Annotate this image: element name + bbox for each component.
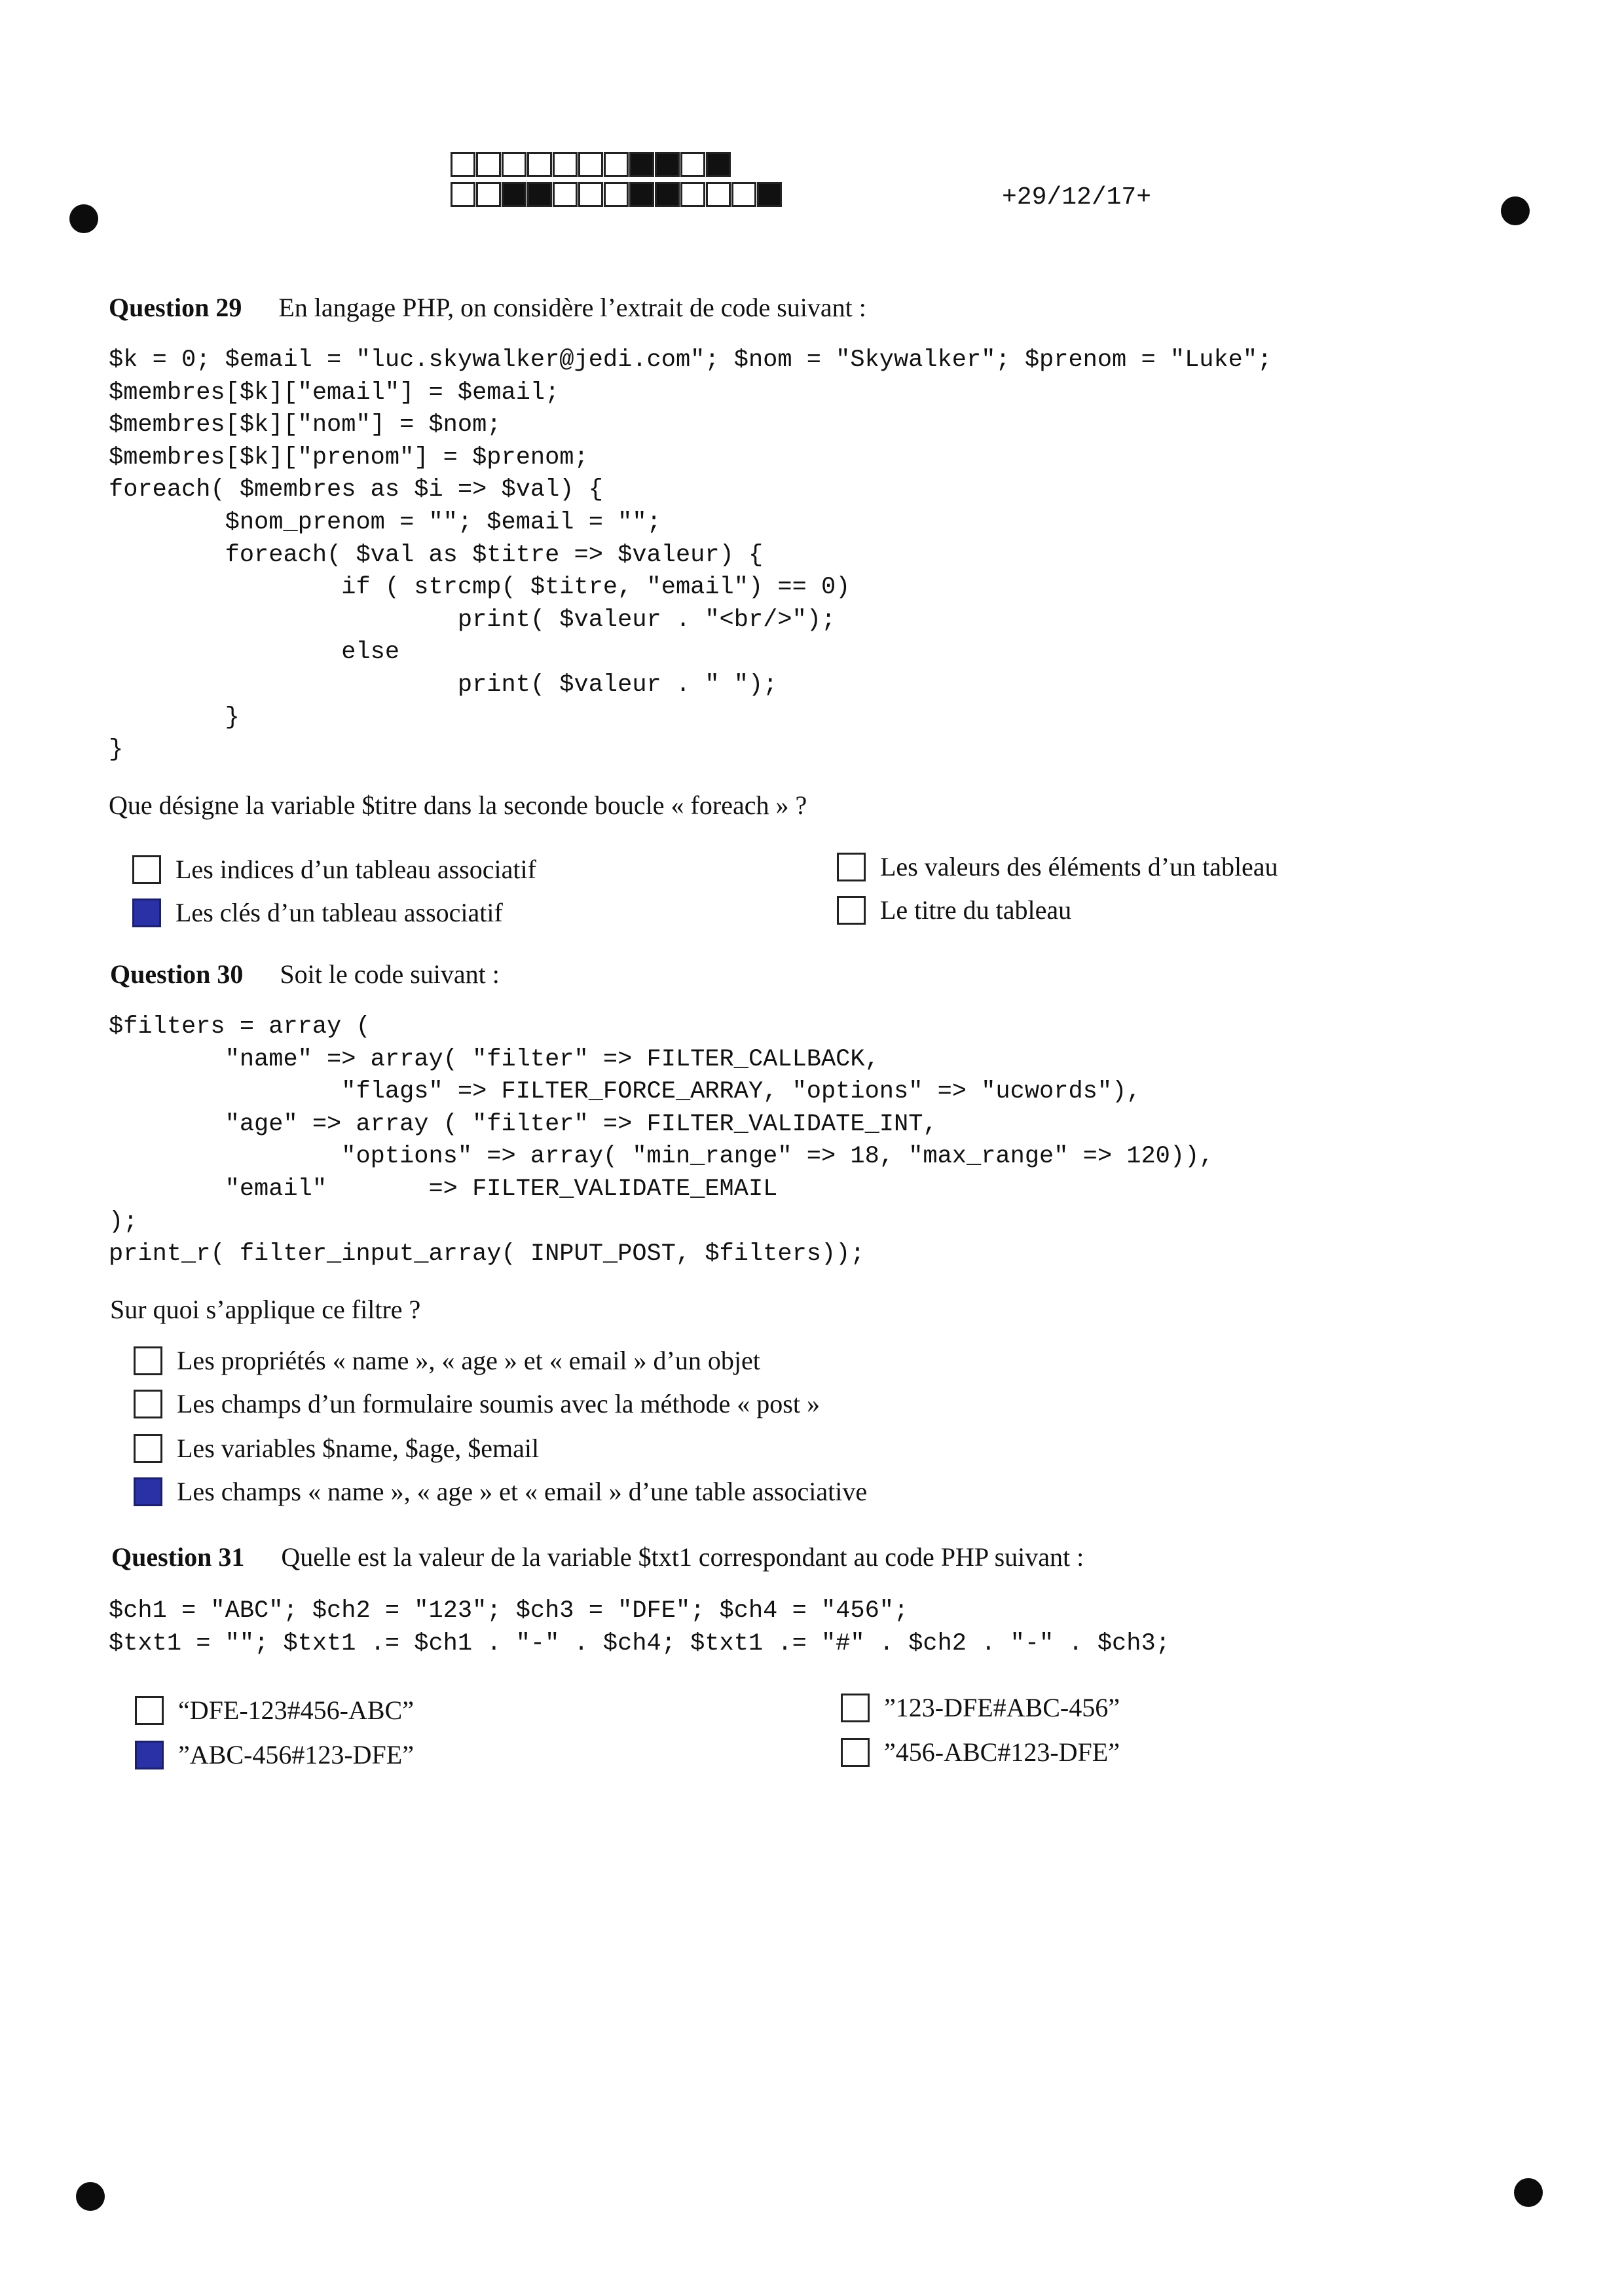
code-line: $membres[$k]["email"] = $email;: [109, 379, 560, 407]
id-grid-cell: [578, 152, 603, 177]
code-line: "name" => array( "filter" => FILTER_CALLBACK,: [109, 1045, 879, 1073]
checkbox[interactable]: [135, 1741, 164, 1769]
code-line: $filters = array (: [109, 1013, 371, 1041]
checkbox[interactable]: [837, 896, 866, 925]
q30-prompt: Soit le code suivant :: [280, 959, 500, 989]
option-label: Les variables $name, $age, $email: [177, 1434, 540, 1463]
option-label: “DFE-123#456-ABC”: [178, 1695, 414, 1725]
id-grid-cell: [527, 182, 552, 207]
corner-mark-top-left: [69, 204, 98, 233]
q30-header: [110, 959, 500, 990]
q29-option-1[interactable]: [132, 854, 536, 885]
q30-option-2[interactable]: [134, 1388, 820, 1419]
option-label: Les indices d’un tableau associatif: [175, 855, 536, 884]
checkbox[interactable]: [837, 853, 866, 881]
code-line: foreach( $val as $titre => $valeur) {: [109, 541, 764, 569]
id-grid-cell: [680, 182, 705, 207]
q30-question: Sur quoi s’applique ce filtre ?: [110, 1295, 421, 1324]
id-grid-cell: [731, 182, 756, 207]
q31-code-block: [109, 1595, 1170, 1660]
id-grid-cell: [527, 152, 552, 177]
code-line: "email" => FILTER_VALIDATE_EMAIL: [109, 1175, 778, 1203]
id-grid-cell: [604, 152, 629, 177]
code-line: print( $valeur . " ");: [109, 671, 778, 699]
q29-option-2[interactable]: [132, 897, 503, 928]
checkbox[interactable]: [134, 1390, 162, 1418]
option-label: Les propriétés « name », « age » et « email » d’un objet: [177, 1346, 760, 1375]
id-grid-cell: [553, 182, 578, 207]
id-grid-cell: [680, 152, 705, 177]
code-line: "flags" => FILTER_FORCE_ARRAY, "options" => "ucwords"),: [109, 1078, 1141, 1106]
code-line: $ch1 = "ABC"; $ch2 = "123"; $ch3 = "DFE"; $ch4 = "456";: [109, 1597, 909, 1625]
q31-option-4[interactable]: [841, 1737, 1120, 1768]
q29-header: [109, 292, 866, 323]
q30-option-3[interactable]: [134, 1433, 539, 1464]
code-line: );: [109, 1208, 138, 1236]
checkbox[interactable]: [132, 855, 161, 884]
id-grid-cell: [502, 182, 526, 207]
q31-prompt: Quelle est la valeur de la variable $txt1 correspondant au code PHP suivant :: [281, 1542, 1084, 1572]
id-grid-cell: [502, 152, 526, 177]
option-label: ”456-ABC#123-DFE”: [884, 1737, 1120, 1767]
code-line: print_r( filter_input_array( INPUT_POST, $filters));: [109, 1240, 865, 1268]
id-grid-cell: [451, 182, 475, 207]
id-grid-cell: [476, 152, 501, 177]
q29-option-4[interactable]: [837, 895, 1071, 925]
id-grid-cell: [706, 182, 731, 207]
code-line: }: [109, 736, 124, 764]
code-line: else: [109, 639, 400, 667]
checkbox[interactable]: [135, 1696, 164, 1725]
id-grid-cell: [706, 152, 731, 177]
id-grid-cell: [655, 182, 680, 207]
q29-code-block: [109, 344, 1272, 767]
id-grid-row-1: [451, 152, 783, 177]
checkbox[interactable]: [134, 1434, 162, 1463]
q31-option-3[interactable]: [841, 1692, 1120, 1723]
code-line: $k = 0; $email = "luc.skywalker@jedi.com"; $nom = "Skywalker"; $prenom = "Luke";: [109, 346, 1272, 374]
q30-option-4[interactable]: [134, 1476, 867, 1507]
q31-option-2[interactable]: [135, 1739, 414, 1770]
code-line: $txt1 = ""; $txt1 .= $ch1 . "-" . $ch4; $txt1 .= "#" . $ch2 . "-" . $ch3;: [109, 1629, 1170, 1657]
q31-number: Question 31: [111, 1542, 245, 1572]
id-grid-cell: [655, 152, 680, 177]
option-label: Les champs « name », « age » et « email » d’une table associative: [177, 1477, 868, 1506]
q29-number: Question 29: [109, 293, 242, 322]
option-label: ”123-DFE#ABC-456”: [884, 1693, 1120, 1722]
page-identifier: +29/12/17+: [1002, 183, 1152, 212]
q30-option-1[interactable]: [134, 1345, 760, 1376]
option-label: Les clés d’un tableau associatif: [175, 898, 503, 927]
id-grid-cell: [476, 182, 501, 207]
id-grid-row-2: [451, 182, 783, 207]
id-grid-cell: [578, 182, 603, 207]
q30-number: Question 30: [110, 959, 244, 989]
corner-mark-bottom-left: [76, 2182, 105, 2211]
student-id-grid: [451, 152, 783, 212]
q31-header: [111, 1542, 1084, 1572]
id-grid-cell: [757, 182, 782, 207]
code-line: if ( strcmp( $titre, "email") == 0): [109, 574, 851, 602]
corner-mark-bottom-right: [1514, 2178, 1543, 2207]
q30-code-block: [109, 1011, 1213, 1271]
code-line: foreach( $membres as $i => $val) {: [109, 476, 603, 504]
code-line: $nom_prenom = ""; $email = "";: [109, 508, 661, 536]
checkbox[interactable]: [132, 898, 161, 927]
code-line: }: [109, 703, 240, 731]
option-label: ”ABC-456#123-DFE”: [178, 1740, 414, 1769]
id-grid-cell: [629, 152, 654, 177]
q29-question: Que désigne la variable $titre dans la seconde boucle « foreach » ?: [109, 790, 807, 820]
id-grid-cell: [553, 152, 578, 177]
q29-option-3[interactable]: [837, 851, 1278, 882]
id-grid-cell: [629, 182, 654, 207]
code-line: $membres[$k]["nom"] = $nom;: [109, 411, 502, 439]
code-line: "age" => array ( "filter" => FILTER_VALIDATE_INT,: [109, 1110, 938, 1138]
q29-prompt: En langage PHP, on considère l’extrait de code suivant :: [278, 293, 866, 322]
q31-option-1[interactable]: [135, 1695, 414, 1726]
id-grid-cell: [451, 152, 475, 177]
checkbox[interactable]: [841, 1694, 870, 1722]
code-line: "options" => array( "min_range" => 18, "max_range" => 120)),: [109, 1143, 1214, 1171]
checkbox[interactable]: [134, 1477, 162, 1506]
code-line: $membres[$k]["prenom"] = $prenom;: [109, 443, 589, 472]
option-label: Le titre du tableau: [880, 895, 1072, 925]
corner-mark-top-right: [1501, 196, 1530, 225]
id-grid-cell: [604, 182, 629, 207]
checkbox[interactable]: [841, 1738, 870, 1767]
option-label: Les valeurs des éléments d’un tableau: [880, 852, 1278, 881]
checkbox[interactable]: [134, 1346, 162, 1375]
code-line: print( $valeur . "<br/>");: [109, 606, 836, 634]
option-label: Les champs d’un formulaire soumis avec la méthode « post »: [177, 1389, 820, 1418]
